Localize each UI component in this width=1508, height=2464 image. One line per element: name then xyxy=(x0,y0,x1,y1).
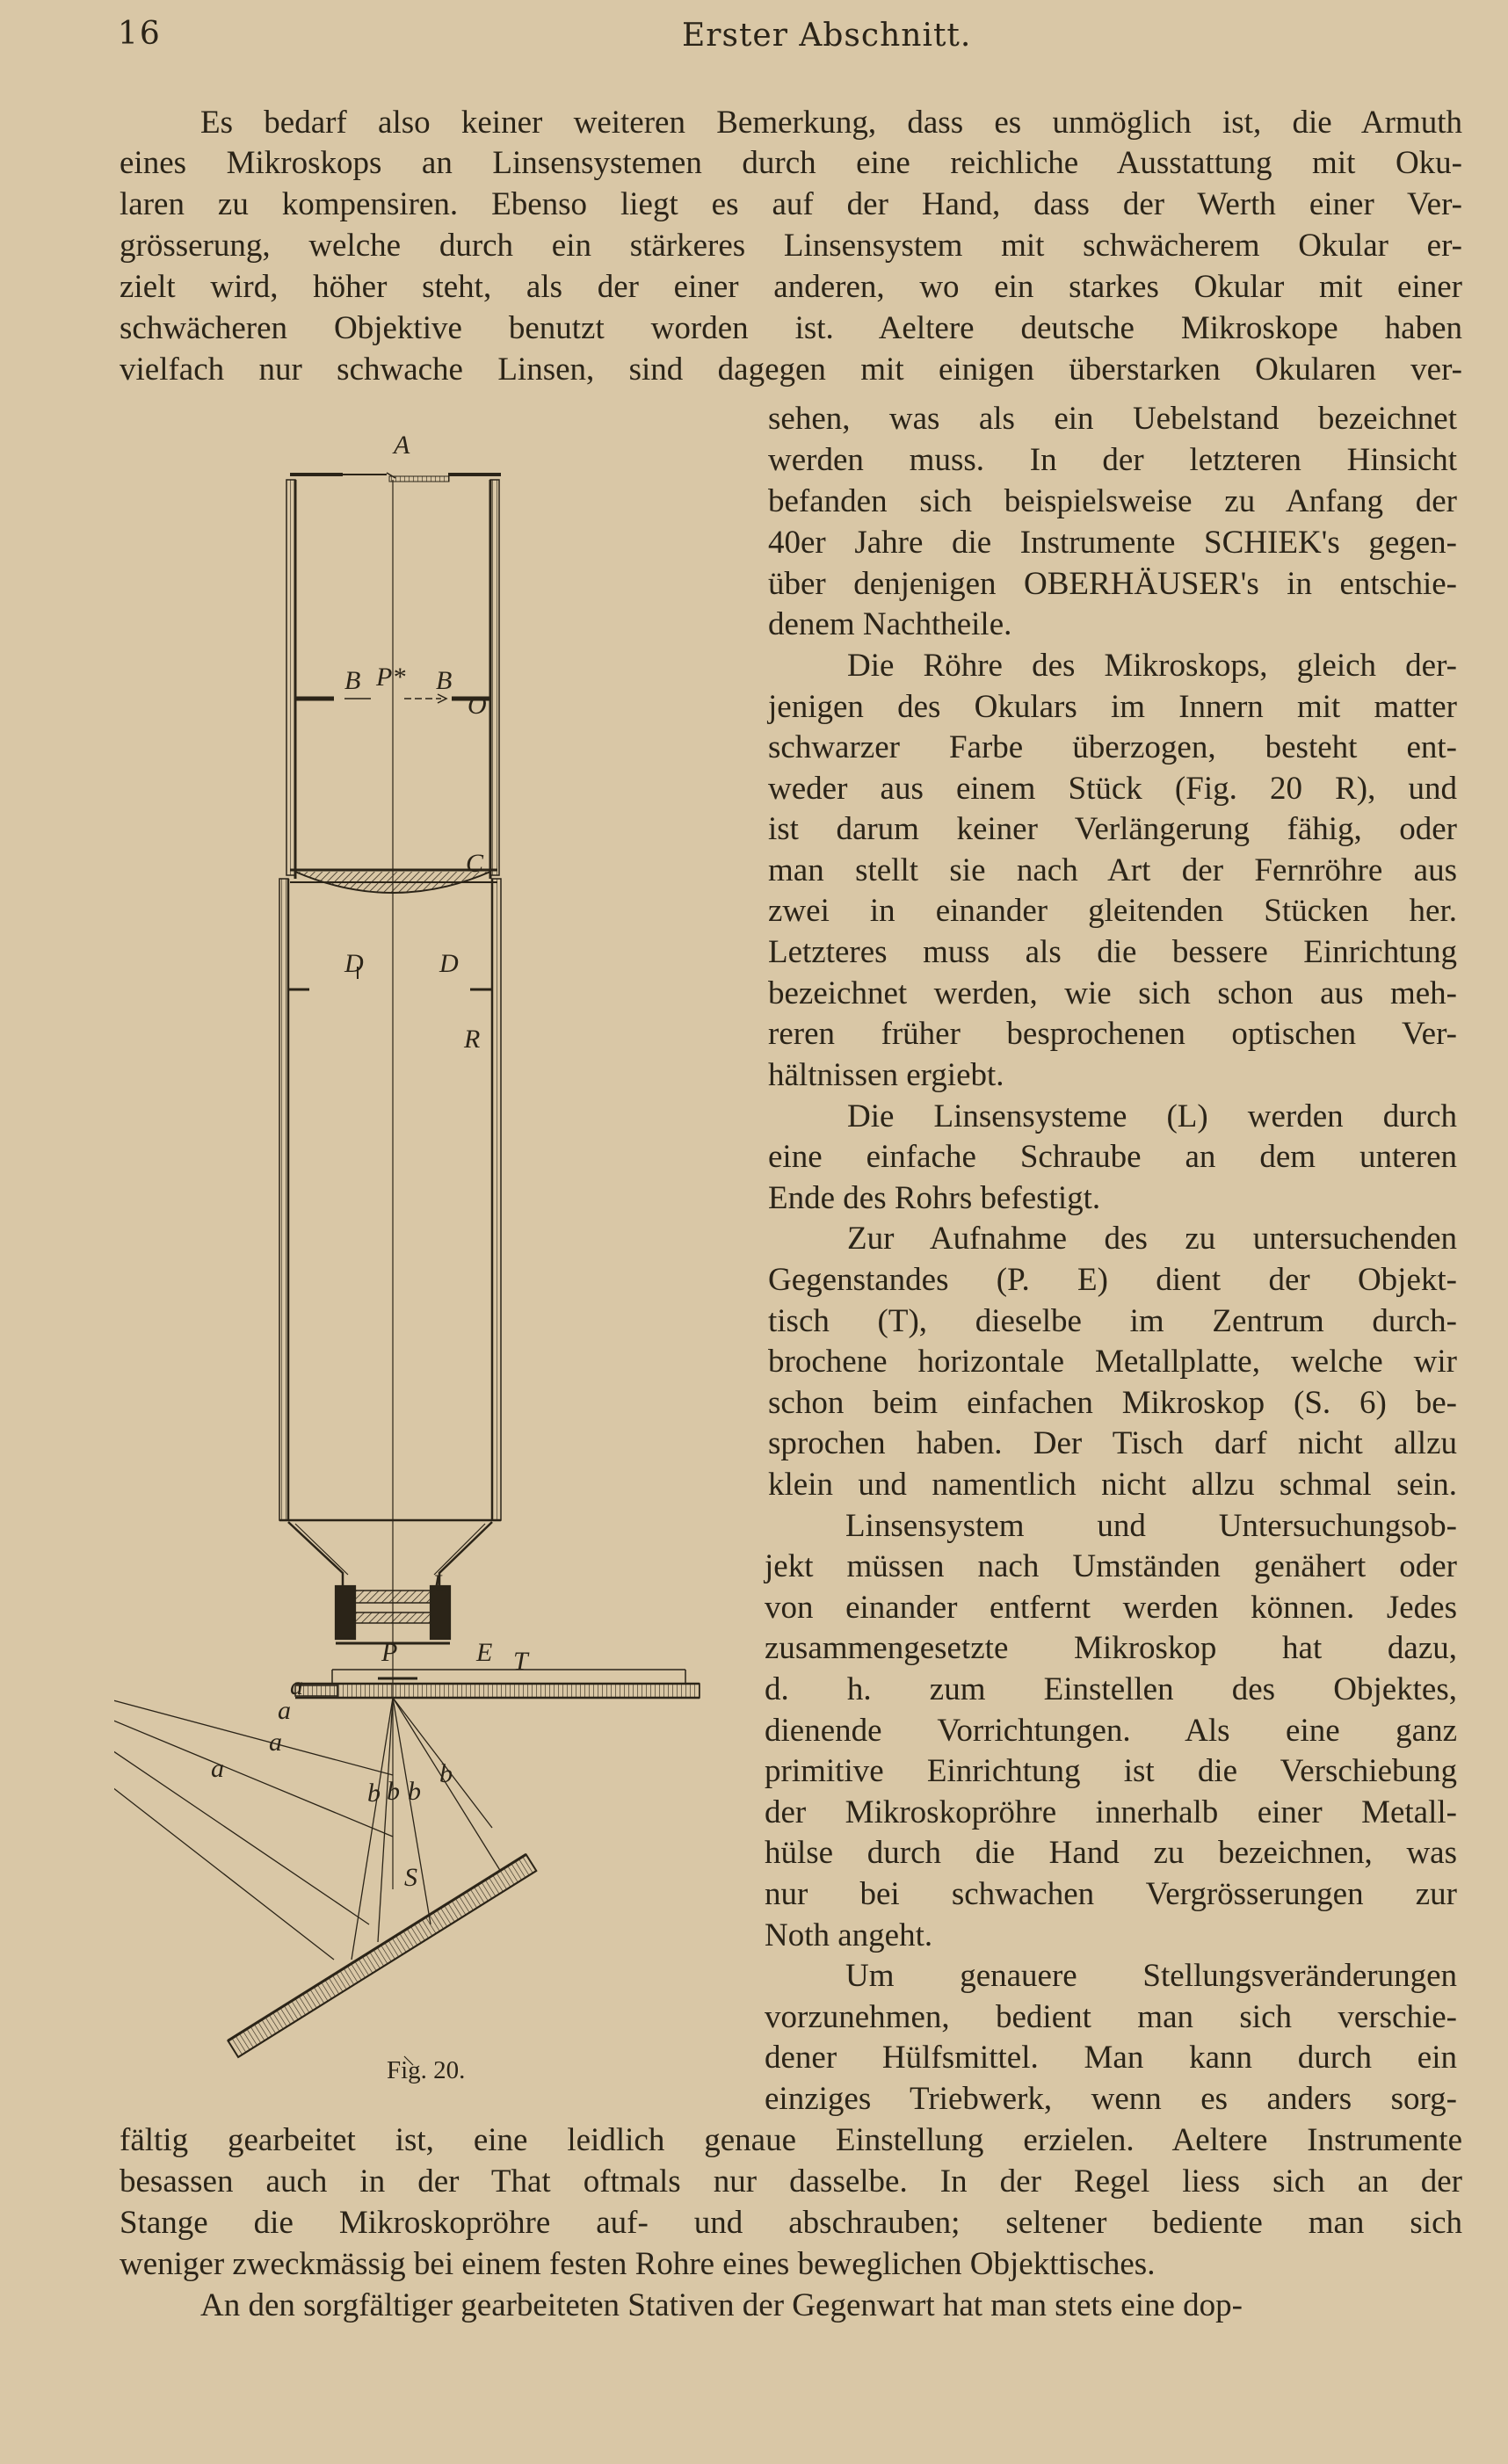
running-head: Erster Abschnitt. xyxy=(682,18,972,54)
figure-20-microscope-diagram xyxy=(114,431,747,2100)
text-line: sehen, was als ein Uebelstand bezeichnet xyxy=(768,401,1457,437)
text-line: von einander entfernt werden können. Jedes xyxy=(765,1590,1457,1626)
text-line: denem Nachtheile. xyxy=(768,606,1012,642)
label-D-right: D xyxy=(439,949,459,978)
text-line: primitive Einrichtung ist die Verschiebung xyxy=(765,1753,1457,1789)
text-line: reren früher besprochenen optischen Ver- xyxy=(768,1016,1457,1052)
text-line: eine einfache Schraube an dem unteren xyxy=(768,1139,1457,1175)
text-line: Gegenstandes (P. E) dient der Objekt- xyxy=(768,1262,1457,1298)
text-line: dener Hülfsmittel. Man kann durch ein xyxy=(765,2040,1457,2076)
text-line: werden muss. In der letzteren Hinsicht xyxy=(768,442,1457,478)
text-line: Noth angeht. xyxy=(765,1917,933,1953)
text-line: weder aus einem Stück (Fig. 20 R), und xyxy=(768,771,1457,807)
figure-caption: Fig. 20. xyxy=(387,2056,466,2084)
text-line: hältnissen ergiebt. xyxy=(768,1057,1004,1093)
label-R: R xyxy=(464,1025,481,1054)
label-O: O xyxy=(468,691,487,720)
label-b: b xyxy=(408,1777,421,1806)
label-L: L xyxy=(432,1569,447,1598)
text-line: klein und namentlich nicht allzu schmal sein. xyxy=(768,1467,1457,1503)
label-C: C xyxy=(466,849,484,878)
text-line: bezeichnet werden, wie sich schon aus meh- xyxy=(768,975,1457,1011)
text-line: grösserung, welche durch ein stärkeres Linsensystem mit schwächerem Okular er- xyxy=(120,228,1462,264)
text-line: hülse durch die Hand zu bezeichnen, was xyxy=(765,1835,1457,1871)
text-line: vorzunehmen, bedient man sich verschie- xyxy=(765,1999,1457,2035)
text-line: schwarzer Farbe überzogen, besteht ent- xyxy=(768,729,1457,765)
label-P: P xyxy=(381,1638,398,1667)
label-T: T xyxy=(513,1647,528,1676)
text-line: Letzteres muss als die bessere Einrichtung xyxy=(768,934,1457,970)
microscope-cross-section-drawing xyxy=(114,431,747,2100)
text-line: eines Mikroskops an Linsensystemen durch eine reichliche Ausstattung mit Oku- xyxy=(120,145,1462,181)
label-P-star: P* xyxy=(376,663,406,692)
text-line: Es bedarf also keiner weiteren Bemerkung, dass es unmöglich ist, die Armuth xyxy=(200,105,1462,141)
label-E: E xyxy=(476,1638,493,1667)
page-number: 16 xyxy=(118,16,162,52)
text-line: einziges Triebwerk, wenn es anders sorg- xyxy=(765,2081,1457,2117)
label-a: a xyxy=(269,1728,282,1757)
text-line: Die Röhre des Mikroskops, gleich der- xyxy=(847,648,1457,684)
text-line: An den sorgfältiger gearbeiteten Stativen der Gegenwart hat man stets eine dop- xyxy=(200,2287,1243,2323)
text-line: d. h. zum Einstellen des Objektes, xyxy=(765,1671,1457,1707)
label-a: a xyxy=(211,1754,224,1783)
label-B-right: B xyxy=(436,666,453,695)
text-line: Ende des Rohrs befestigt. xyxy=(768,1180,1101,1216)
label-b: b xyxy=(387,1777,400,1806)
text-line: schon beim einfachen Mikroskop (S. 6) be- xyxy=(768,1385,1457,1421)
text-line: zielt wird, höher steht, als der einer anderen, wo ein starkes Okular mit einer xyxy=(120,269,1462,305)
text-line: fältig gearbeitet ist, eine leidlich genaue Einstellung erzielen. Aeltere Instrumente xyxy=(120,2122,1462,2158)
text-line: jekt müssen nach Umständen genähert oder xyxy=(765,1548,1457,1584)
text-line: befanden sich beispielsweise zu Anfang der xyxy=(768,483,1457,519)
text-line: vielfach nur schwache Linsen, sind dagegen mit einigen überstarken Okularen ver- xyxy=(120,351,1462,388)
text-line: sprochen haben. Der Tisch darf nicht allzu xyxy=(768,1425,1457,1461)
label-a: a xyxy=(290,1671,303,1700)
text-line: laren zu kompensiren. Ebenso liegt es auf der Hand, dass der Werth einer Ver- xyxy=(120,186,1462,222)
label-D-left: D xyxy=(344,949,364,978)
text-line: ist darum keiner Verlängerung fähig, oder xyxy=(768,811,1457,847)
text-line: besassen auch in der That oftmals nur dasselbe. In der Regel liess sich an der xyxy=(120,2163,1462,2199)
text-line: brochene horizontale Metallplatte, welche wir xyxy=(768,1344,1457,1380)
text-line: man stellt sie nach Art der Fernröhre aus xyxy=(768,852,1457,888)
label-S: S xyxy=(404,1863,417,1892)
text-line: über denjenigen OBERHÄUSER's in entschie- xyxy=(768,566,1457,602)
text-line: jenigen des Okulars im Innern mit matter xyxy=(768,689,1457,725)
text-line: Um genauere Stellungsveränderungen xyxy=(845,1958,1457,1994)
label-b: b xyxy=(367,1779,381,1808)
text-line: Stange die Mikroskopröhre auf- und abschrauben; seltener bediente man sich xyxy=(120,2205,1462,2241)
text-line: dienende Vorrichtungen. Als eine ganz xyxy=(765,1713,1457,1749)
text-line: 40er Jahre die Instrumente SCHIEK's gegen- xyxy=(768,525,1457,561)
text-line: der Mikroskopröhre innerhalb einer Metall- xyxy=(765,1794,1457,1830)
label-a: a xyxy=(278,1696,291,1725)
text-line: Zur Aufnahme des zu untersuchenden xyxy=(847,1221,1457,1257)
text-line: nur bei schwachen Vergrösserungen zur xyxy=(765,1876,1457,1912)
text-line: Die Linsensysteme (L) werden durch xyxy=(847,1098,1457,1134)
label-b: b xyxy=(439,1759,453,1788)
text-line: schwächeren Objektive benutzt worden ist. Aeltere deutsche Mikroskope haben xyxy=(120,310,1462,346)
text-line: tisch (T), dieselbe im Zentrum durch- xyxy=(768,1303,1457,1339)
text-line: Linsensystem und Untersuchungsob- xyxy=(845,1508,1457,1544)
text-line: zusammengesetzte Mikroskop hat dazu, xyxy=(765,1630,1457,1666)
label-A: A xyxy=(394,431,410,460)
text-line: weniger zweckmässig bei einem festen Rohre eines beweglichen Objekttisches. xyxy=(120,2246,1156,2282)
text-line: zwei in einander gleitenden Stücken her. xyxy=(768,893,1457,929)
label-B-left: B xyxy=(344,666,361,695)
